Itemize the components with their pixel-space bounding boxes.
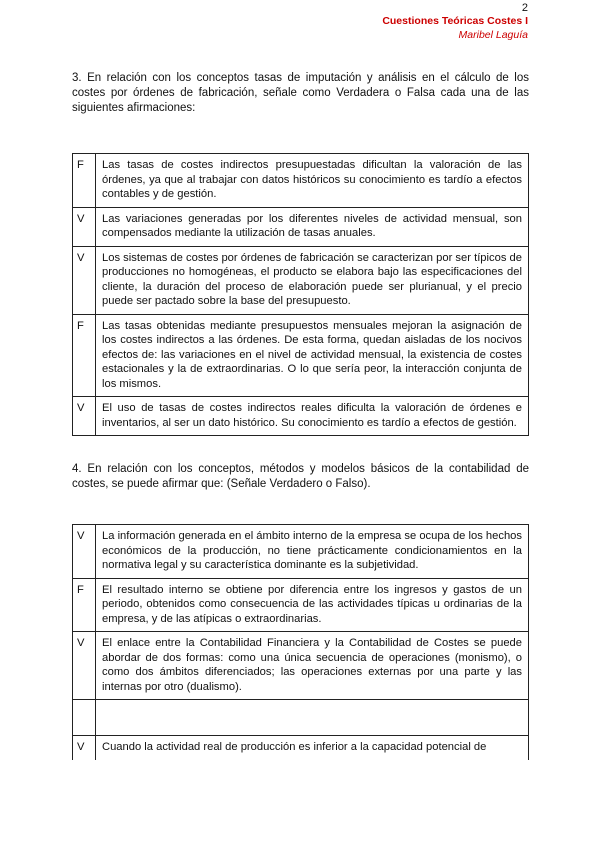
answer-mark: V <box>73 736 96 760</box>
statement-text: Los sistemas de costes por órdenes de fabricación se caracterizan por ser típicos de producciones no homogéneas, el producto se elabora bajo las especificaciones del cliente, la duración del proceso de elaboración puede ser plurianual, y el precio puede ser pactado sobre la base del presupuesto. <box>96 246 529 314</box>
answer-mark: V <box>73 632 96 700</box>
question-3-table <box>72 153 529 436</box>
table-row-spacer <box>73 700 529 736</box>
answer-mark: V <box>73 525 96 579</box>
table-row <box>73 314 529 397</box>
statement-text: El enlace entre la Contabilidad Financiera y la Contabilidad de Costes se puede abordar de dos formas: como una única secuencia de operaciones (monismo), o como dos ámbitos diferenciados; las operaciones externas por una parte y las internas por otro (dualismo). <box>96 632 529 700</box>
table-row <box>73 207 529 246</box>
document-title: Cuestiones Teóricas Costes I <box>382 15 528 27</box>
statement-text: Las tasas obtenidas mediante presupuestos mensuales mejoran la asignación de los costes indirectos a las órdenes. De esta forma, quedan aisladas de los nocivos efectos de: las variaciones en el nivel de actividad mensual, la existencia de costes estacionales y la de extraordinarias. O lo que sería peor, la interacción conjunta de los mismos. <box>96 314 529 397</box>
statement-text: Las tasas de costes indirectos presupuestadas dificultan la valoración de las órdenes, ya que al trabajar con datos históricos su conocimiento es tardío a efectos contables y de gestión. <box>96 154 529 208</box>
statement-text: Las variaciones generadas por los diferentes niveles de actividad mensual, son compensados mediante la utilización de tasas anuales. <box>96 207 529 246</box>
table-row <box>73 736 529 760</box>
statement-text: El uso de tasas de costes indirectos reales dificulta la valoración de órdenes e inventarios, al ser un dato histórico. Su conocimiento es tardío a efectos de gestión. <box>96 397 529 436</box>
table-row <box>73 246 529 314</box>
page-number: 2 <box>521 2 528 14</box>
statement-text: El resultado interno se obtiene por diferencia entre los ingresos y gastos de un periodo, obtenidos como consecuencia de las actividades típicas u ordinarias de la empresa, y de las atípicas o extraordinarias. <box>96 578 529 632</box>
table-row <box>73 154 529 208</box>
question-4-prompt: 4. En relación con los conceptos, métodos y modelos básicos de la contabilidad de costes, se puede afirmar que: (Señale Verdadero o Falso). <box>72 463 529 490</box>
table-row <box>73 525 529 579</box>
statement-text: Cuando la actividad real de producción es inferior a la capacidad potencial de <box>96 736 529 760</box>
answer-mark: F <box>73 314 96 397</box>
answer-mark: V <box>73 397 96 436</box>
question-3-prompt: 3. En relación con los conceptos tasas de imputación y análisis en el cálculo de los costes por órdenes de fabricación, señale como Verdadera o Falsa cada una de las siguientes afirmaciones: <box>72 72 529 114</box>
empty-cell <box>96 700 529 736</box>
answer-mark: V <box>73 207 96 246</box>
document-author: Maribel Laguía <box>458 29 528 41</box>
table-row <box>73 578 529 632</box>
statement-text: La información generada en el ámbito interno de la empresa se ocupa de los hechos económicos de la producción, no tiene prácticamente condicionamientos en la normativa legal y su característica dominante es la subjetividad. <box>96 525 529 579</box>
answer-mark: F <box>73 154 96 208</box>
answer-mark: F <box>73 578 96 632</box>
question-4-table <box>72 524 529 760</box>
empty-cell <box>73 700 96 736</box>
answer-mark: V <box>73 246 96 314</box>
table-row <box>73 397 529 436</box>
table-row <box>73 632 529 700</box>
